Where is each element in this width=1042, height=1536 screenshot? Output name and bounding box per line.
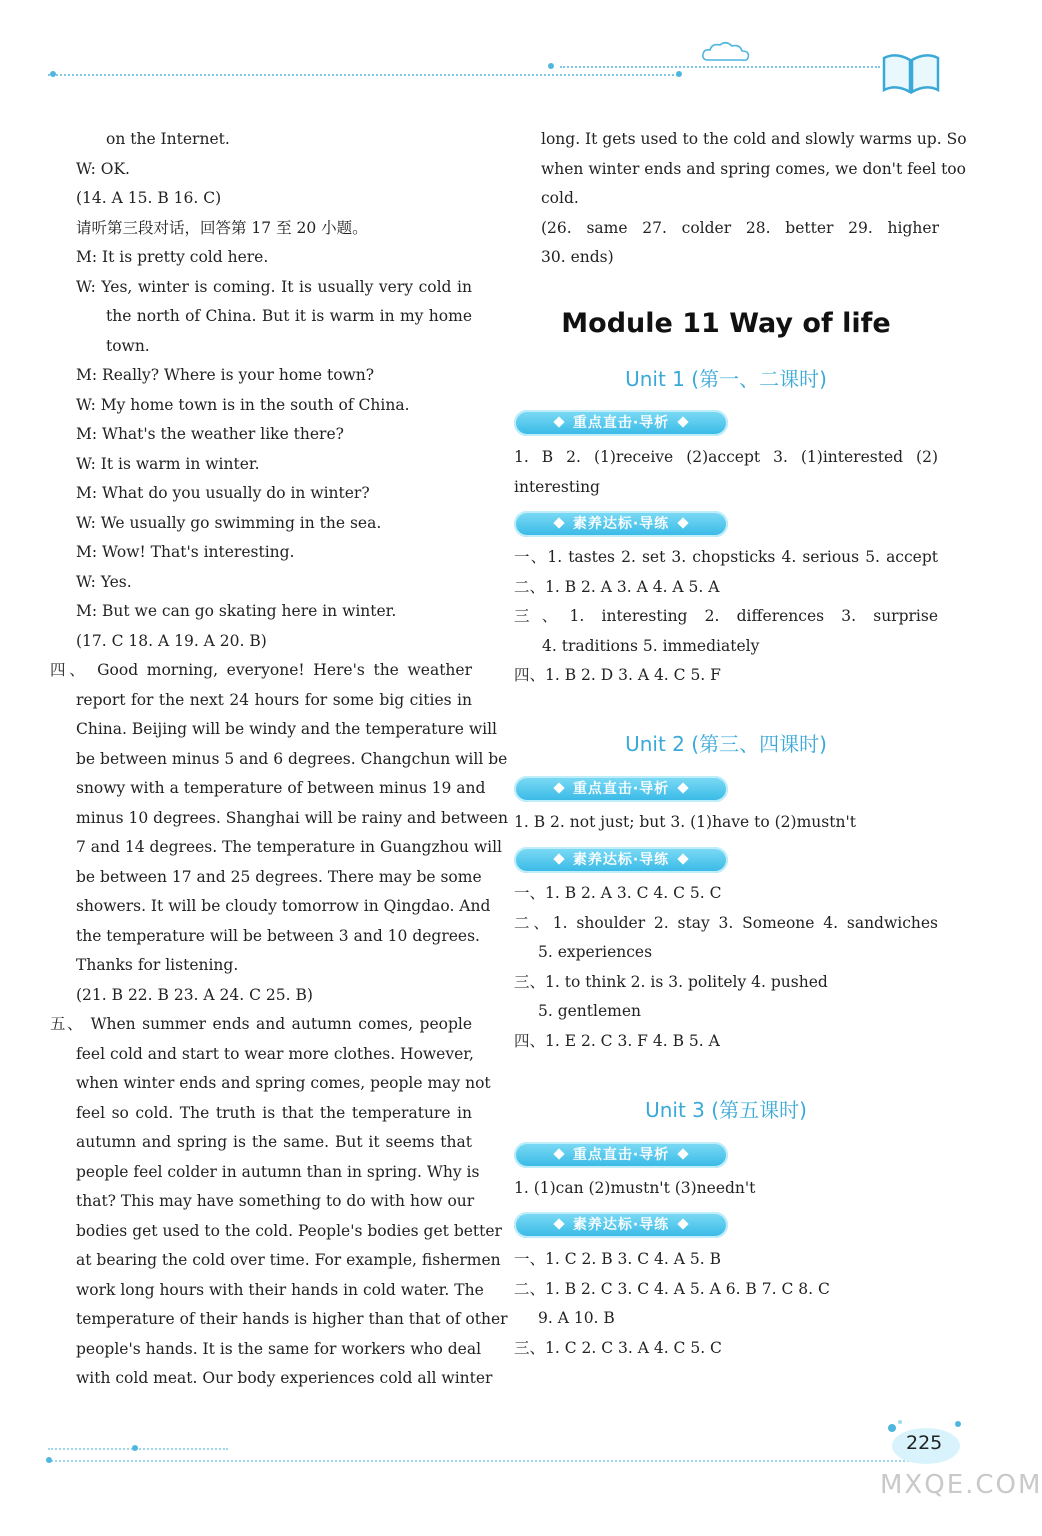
unit1-practice-banner	[514, 511, 728, 537]
text-line: W: It is warm in winter.	[76, 454, 260, 473]
text-line: work long hours with their hands in cold water. The	[76, 1280, 484, 1299]
text-line: the north of China. But it is warm in my home	[106, 307, 472, 325]
text-line: on the Internet.	[106, 130, 230, 148]
banner-label: 素养达标·导练	[572, 516, 670, 532]
text-line: cold.	[541, 189, 579, 207]
header-dot	[676, 71, 682, 77]
footer-dotted-line	[48, 1460, 928, 1462]
text-line: 7 and 14 degrees. The temperature in Guangzhou will	[76, 838, 502, 856]
text-line: 三、1. to think 2. is 3. politely 4. pushed	[514, 972, 828, 991]
text-line: M: Really? Where is your home town?	[76, 366, 375, 384]
text-line: 五、 When summer ends and autumn comes, people	[50, 1015, 472, 1033]
banner-label: 素养达标·导练	[572, 1217, 670, 1233]
header-dotted-line	[48, 74, 678, 76]
text-line: (26. same 27. colder 28. better 29. higher	[541, 218, 939, 237]
text-line: feel so cold. The truth is that the temperature in	[76, 1103, 472, 1122]
unit1-title: Unit 1 (第一、二课时)	[625, 367, 827, 391]
text-line: autumn and spring is the same. But it seems that	[76, 1133, 472, 1151]
text-line: M: It is pretty cold here.	[76, 248, 269, 266]
text-line: 1. B 2. (1)receive (2)accept 3. (1)interested (2)	[514, 448, 938, 466]
text-line: report for the next 24 hours for some big cities in	[76, 690, 472, 709]
text-line: 5. gentlemen	[538, 1002, 642, 1020]
watermark: MXQE.COM	[880, 1470, 1042, 1500]
text-line: 1. (1)can (2)mustn't (3)needn't	[514, 1179, 756, 1197]
text-line: people's hands. It is the same for workers who deal	[76, 1339, 482, 1358]
text-line: when winter ends and spring comes, people may not	[76, 1074, 491, 1092]
footer-dot	[132, 1445, 138, 1451]
unit3-title: Unit 3 (第五课时)	[645, 1098, 807, 1122]
text-line: 4. traditions 5. immediately	[542, 636, 760, 655]
text-line: 三、1. C 2. C 3. A 4. C 5. C	[514, 1338, 722, 1357]
unit3-key-banner	[514, 1142, 728, 1168]
text-line: showers. It will be cloudy tomorrow in Qingdao. And	[76, 897, 491, 915]
page-number: 225	[906, 1432, 943, 1454]
text-line: minus 10 degrees. Shanghai will be rainy and between	[76, 808, 508, 827]
header-dot	[548, 63, 554, 69]
text-line: 四、1. E 2. C 3. F 4. B 5. A	[514, 1031, 720, 1050]
text-line: 四、1. B 2. D 3. A 4. C 5. F	[514, 666, 721, 684]
text-line: W: Yes, winter is coming. It is usually very cold in	[76, 277, 472, 296]
text-line: W: OK.	[76, 159, 130, 178]
text-line: temperature of their hands is higher than that of other	[76, 1310, 508, 1328]
text-line: at bearing the cold over time. For example, fishermen	[76, 1251, 501, 1269]
text-line: M: But we can go skating here in winter.	[76, 602, 397, 620]
text-line: W: My home town is in the south of China.	[76, 395, 410, 414]
text-line: 30. ends)	[541, 248, 614, 266]
text-line: interesting	[514, 477, 600, 496]
footer-dotted-line	[48, 1448, 228, 1450]
text-line: long. It gets used to the cold and slowly warms up. So	[541, 130, 967, 148]
footer-dot	[46, 1457, 52, 1463]
banner-label: 素养达标·导练	[572, 852, 670, 868]
unit2-practice-banner	[514, 847, 728, 873]
text-line: (14. A 15. B 16. C)	[76, 189, 222, 207]
cloud-icon	[700, 40, 752, 64]
text-line: when winter ends and spring comes, we don't feel too	[541, 159, 966, 178]
unit2-title: Unit 2 (第三、四课时)	[625, 732, 827, 756]
banner-label: 重点直击·导析	[572, 1147, 670, 1163]
banner-label: 重点直击·导析	[572, 415, 670, 431]
text-line: China. Beijing will be windy and the temperature will	[76, 720, 497, 738]
text-line: 二、1. shoulder 2. stay 3. Someone 4. sandwiches	[514, 913, 938, 932]
text-line: 二、1. B 2. A 3. A 4. A 5. A	[514, 577, 720, 596]
banner-label: 重点直击·导析	[572, 781, 670, 797]
text-line: the temperature will be between 3 and 10 degrees.	[76, 926, 480, 945]
text-line: W: Yes.	[76, 572, 132, 591]
text-line: 1. B 2. not just; but 3. (1)have to (2)mustn't	[514, 813, 856, 831]
unit1-key-banner	[514, 410, 728, 436]
text-line: 四、 Good morning, everyone! Here's the weather	[50, 661, 472, 679]
text-line: be between 17 and 25 degrees. There may be some	[76, 867, 482, 886]
text-line: M: What's the weather like there?	[76, 425, 344, 443]
text-line: snowy with a temperature of between minus 19 and	[76, 779, 486, 797]
text-line: town.	[106, 336, 150, 355]
text-line: feel cold and start to wear more clothes. However,	[76, 1044, 474, 1063]
text-line: 一、1. B 2. A 3. C 4. C 5. C	[514, 884, 722, 902]
header-dot	[50, 71, 56, 77]
text-line: Thanks for listening.	[76, 956, 239, 974]
text-line: M: Wow! That's interesting.	[76, 543, 295, 561]
book-icon	[880, 48, 942, 96]
text-line: with cold meat. Our body experiences cold all winter	[76, 1369, 493, 1387]
text-line: 二、1. B 2. C 3. C 4. A 5. A 6. B 7. C 8. C	[514, 1279, 830, 1298]
unit2-key-banner	[514, 776, 728, 802]
module-title: Module 11 Way of life	[561, 308, 891, 339]
text-line: 5. experiences	[538, 943, 653, 961]
text-line: W: We usually go swimming in the sea.	[76, 513, 382, 532]
text-line: 一、1. C 2. B 3. C 4. A 5. B	[514, 1250, 721, 1268]
text-line: 一、1. tastes 2. set 3. chopsticks 4. serious 5. accept	[514, 548, 938, 566]
text-line: that? This may have something to do with how our	[76, 1192, 475, 1210]
text-line: 三、1. interesting 2. differences 3. surprise	[514, 607, 938, 625]
text-line: M: What do you usually do in winter?	[76, 484, 370, 502]
text-line: people feel colder in autumn than in spring. Why is	[76, 1162, 480, 1181]
text-line: 请听第三段对话，回答第 17 至 20 小题。	[76, 218, 368, 237]
text-line: 9. A 10. B	[538, 1309, 615, 1327]
text-line: be between minus 5 and 6 degrees. Changchun will be	[76, 749, 508, 768]
unit3-practice-banner	[514, 1212, 728, 1238]
text-line: (17. C 18. A 19. A 20. B)	[76, 631, 267, 650]
text-line: bodies get used to the cold. People's bodies get better	[76, 1221, 502, 1240]
text-line: (21. B 22. B 23. A 24. C 25. B)	[76, 985, 313, 1004]
header-dotted-line-right	[560, 66, 880, 68]
